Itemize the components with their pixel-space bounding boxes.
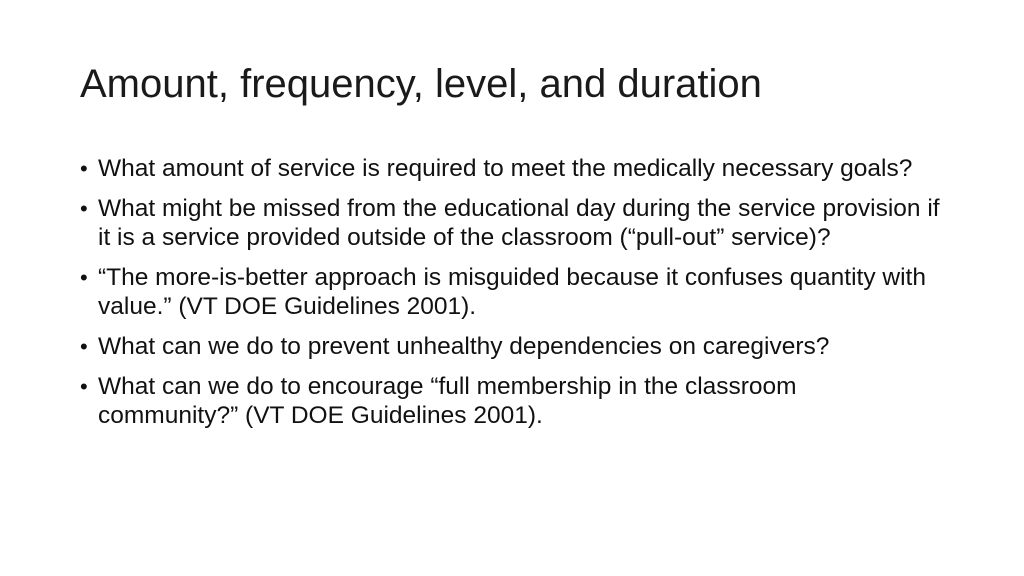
bullet-item	[80, 372, 940, 430]
bullet-dot-icon: •	[80, 374, 88, 399]
bullet-text: What amount of service is required to meet the medically necessary goals?	[98, 155, 913, 182]
bullet-list	[80, 154, 940, 441]
bullet-dot-icon: •	[80, 265, 88, 290]
bullet-dot-icon: •	[80, 196, 88, 221]
bullet-item	[80, 332, 940, 361]
bullet-item	[80, 263, 940, 321]
bullet-item	[80, 154, 940, 183]
bullet-text: “The more-is-better approach is misguided because it confuses quantity with value.” (VT DOE Guidelines 2001).	[98, 264, 926, 320]
bullet-dot-icon: •	[80, 334, 88, 359]
slide-title: Amount, frequency, level, and duration	[80, 62, 762, 106]
bullet-text: What can we do to prevent unhealthy dependencies on caregivers?	[98, 333, 830, 360]
bullet-dot-icon: •	[80, 156, 88, 181]
bullet-item	[80, 194, 940, 252]
bullet-text: What can we do to encourage “full membership in the classroom community?” (VT DOE Guidelines 2001).	[98, 373, 797, 429]
bullet-text: What might be missed from the educational day during the service provision if it is a service provided outside of the classroom (“pull-out” service)?	[98, 195, 940, 251]
